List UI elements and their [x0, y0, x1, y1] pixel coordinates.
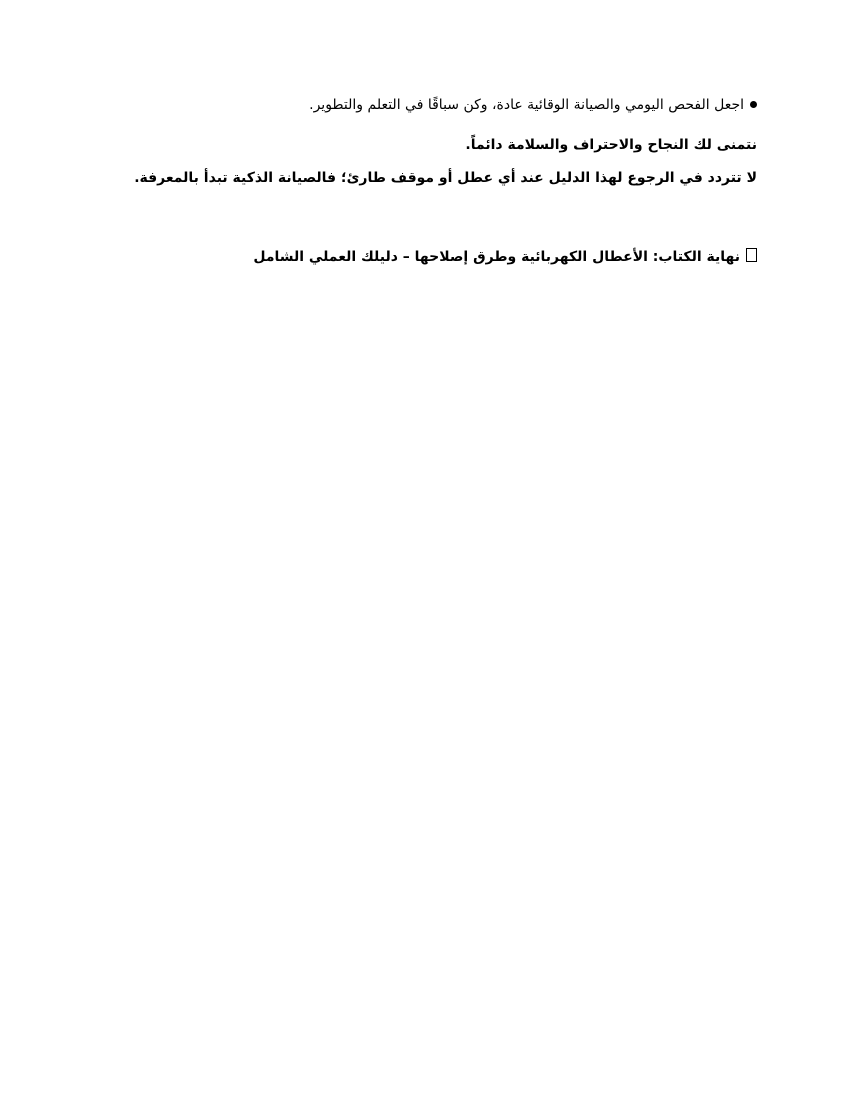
- box-glyph-icon: [746, 248, 757, 262]
- end-of-book-line: [253, 247, 757, 267]
- bullet-item-text: اجعل الفحص اليومي والصيانة الوقائية عادة، وكن سباقًا في التعلم والتطوير.: [309, 97, 744, 113]
- bullet-icon: [750, 101, 757, 108]
- closing-wish-text: نتمنى لك النجاح والاحتراف والسلامة دائماً.: [465, 137, 757, 153]
- refer-guide-text: لا تتردد في الرجوع لهذا الدليل عند أي عطل أو موقف طارئ؛ فالصيانة الذكية تبدأ بالمعرفة.: [134, 170, 757, 186]
- end-of-book-text: نهاية الكتاب: الأعطال الكهربائية وطرق إصلاحها – دليلك العملي الشامل: [253, 249, 740, 265]
